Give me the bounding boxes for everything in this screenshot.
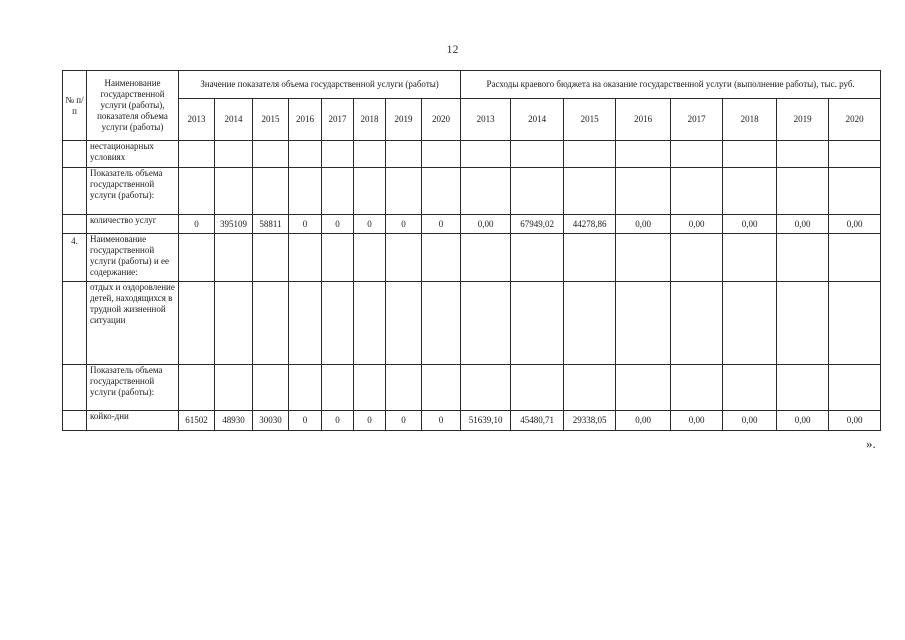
value-cell <box>179 282 215 365</box>
value-cell <box>511 141 564 168</box>
value-cell <box>322 282 354 365</box>
value-cell <box>179 168 215 215</box>
volume-year-2020: 2020 <box>422 99 461 141</box>
value-cell: 48930 <box>215 411 253 431</box>
value-cell <box>511 282 564 365</box>
value-cell <box>671 365 723 411</box>
value-cell: 0 <box>422 215 461 234</box>
row-number <box>63 141 87 168</box>
table-row <box>63 411 881 431</box>
value-cell: 58811 <box>253 215 289 234</box>
value-cell <box>354 168 386 215</box>
value-cell <box>723 234 777 282</box>
value-cell <box>215 168 253 215</box>
value-cell: 0,00 <box>616 411 671 431</box>
value-cell: 29338,05 <box>564 411 616 431</box>
table-row <box>63 141 881 168</box>
value-cell: 0,00 <box>461 215 511 234</box>
volume-year-2015: 2015 <box>253 99 289 141</box>
budget-year-2017: 2017 <box>671 99 723 141</box>
closing-quote: ». <box>866 436 876 451</box>
value-cell <box>461 168 511 215</box>
value-cell <box>215 141 253 168</box>
value-cell <box>829 168 881 215</box>
row-label: нестационарных условиях <box>87 141 179 168</box>
volume-year-2019: 2019 <box>386 99 422 141</box>
budget-year-2014: 2014 <box>511 99 564 141</box>
value-cell <box>671 141 723 168</box>
value-cell <box>386 282 422 365</box>
value-cell: 67949,02 <box>511 215 564 234</box>
header-num: № п/ п <box>63 71 87 141</box>
value-cell: 51639,10 <box>461 411 511 431</box>
page-number: 12 <box>446 42 459 56</box>
value-cell <box>777 365 829 411</box>
value-cell <box>422 282 461 365</box>
volume-year-2018: 2018 <box>354 99 386 141</box>
value-cell <box>564 282 616 365</box>
value-cell: 44278,86 <box>564 215 616 234</box>
value-cell <box>289 168 322 215</box>
value-cell: 395109 <box>215 215 253 234</box>
value-cell: 0,00 <box>671 215 723 234</box>
budget-table <box>62 70 881 431</box>
value-cell <box>253 365 289 411</box>
value-cell <box>671 282 723 365</box>
row-number: 4. <box>63 234 87 282</box>
value-cell: 0 <box>289 215 322 234</box>
value-cell <box>422 234 461 282</box>
value-cell <box>386 168 422 215</box>
header-years-row <box>63 99 881 141</box>
table-row <box>63 168 881 215</box>
value-cell <box>253 141 289 168</box>
value-cell: 0 <box>386 411 422 431</box>
header-volume-group: Значение показателя объема государственной услуги (работы) <box>179 71 461 99</box>
value-cell: 0 <box>354 411 386 431</box>
value-cell: 30030 <box>253 411 289 431</box>
row-label: количество услуг <box>87 215 179 234</box>
value-cell <box>253 282 289 365</box>
value-cell <box>461 282 511 365</box>
value-cell <box>289 282 322 365</box>
value-cell <box>723 365 777 411</box>
budget-year-2019: 2019 <box>777 99 829 141</box>
table-row <box>63 365 881 411</box>
value-cell: 0,00 <box>671 411 723 431</box>
value-cell <box>253 234 289 282</box>
value-cell <box>179 365 215 411</box>
value-cell <box>829 365 881 411</box>
value-cell <box>564 168 616 215</box>
table-row <box>63 234 881 282</box>
value-cell <box>322 168 354 215</box>
value-cell <box>723 168 777 215</box>
value-cell <box>777 168 829 215</box>
value-cell <box>322 365 354 411</box>
value-cell: 0,00 <box>777 411 829 431</box>
volume-year-2017: 2017 <box>322 99 354 141</box>
value-cell <box>564 234 616 282</box>
value-cell <box>354 234 386 282</box>
value-cell <box>422 141 461 168</box>
value-cell <box>616 141 671 168</box>
value-cell <box>777 141 829 168</box>
value-cell <box>322 234 354 282</box>
row-label: Наименование государственной услуги (работы) и ее содержание: <box>87 234 179 282</box>
row-label: койко-дни <box>87 411 179 431</box>
value-cell: 0,00 <box>777 215 829 234</box>
row-number <box>63 411 87 431</box>
value-cell: 0,00 <box>723 215 777 234</box>
value-cell <box>723 141 777 168</box>
value-cell <box>354 141 386 168</box>
value-cell <box>564 365 616 411</box>
value-cell: 61502 <box>179 411 215 431</box>
value-cell: 0 <box>322 411 354 431</box>
value-cell <box>829 282 881 365</box>
header-name: Наименование государственной услуги (работы), показателя объема услуги (работы) <box>87 71 179 141</box>
value-cell <box>616 365 671 411</box>
value-cell: 0 <box>179 215 215 234</box>
value-cell: 0,00 <box>829 411 881 431</box>
value-cell <box>829 234 881 282</box>
header-row-1 <box>63 71 881 99</box>
budget-year-2020: 2020 <box>829 99 881 141</box>
value-cell: 0,00 <box>616 215 671 234</box>
value-cell: 0,00 <box>829 215 881 234</box>
value-cell <box>289 365 322 411</box>
value-cell <box>322 141 354 168</box>
header-budget-group: Расходы краевого бюджета на оказание государственной услуги (выполнение работы), тыс. руб. <box>461 71 881 99</box>
value-cell: 0 <box>422 411 461 431</box>
volume-year-2013: 2013 <box>179 99 215 141</box>
value-cell <box>777 234 829 282</box>
value-cell: 0 <box>386 215 422 234</box>
table-row <box>63 215 881 234</box>
value-cell <box>461 365 511 411</box>
value-cell <box>829 141 881 168</box>
value-cell <box>215 365 253 411</box>
budget-year-2018: 2018 <box>723 99 777 141</box>
value-cell <box>354 365 386 411</box>
value-cell <box>289 234 322 282</box>
value-cell <box>723 282 777 365</box>
table-body <box>63 71 881 431</box>
row-label: Показатель объема государственной услуги (работы): <box>87 168 179 215</box>
budget-year-2016: 2016 <box>616 99 671 141</box>
value-cell <box>289 141 322 168</box>
value-cell <box>616 168 671 215</box>
value-cell <box>179 141 215 168</box>
value-cell <box>253 168 289 215</box>
value-cell <box>461 141 511 168</box>
value-cell <box>777 282 829 365</box>
value-cell: 0 <box>289 411 322 431</box>
value-cell <box>511 234 564 282</box>
row-number <box>63 282 87 365</box>
row-number <box>63 168 87 215</box>
row-label: Показатель объема государственной услуги (работы): <box>87 365 179 411</box>
value-cell <box>616 234 671 282</box>
value-cell <box>215 234 253 282</box>
row-number <box>63 365 87 411</box>
value-cell <box>386 141 422 168</box>
table-row <box>63 282 881 365</box>
value-cell <box>422 168 461 215</box>
value-cell <box>215 282 253 365</box>
value-cell <box>179 234 215 282</box>
volume-year-2016: 2016 <box>289 99 322 141</box>
value-cell: 0 <box>354 215 386 234</box>
row-number <box>63 215 87 234</box>
value-cell <box>671 168 723 215</box>
budget-year-2013: 2013 <box>461 99 511 141</box>
value-cell <box>386 234 422 282</box>
value-cell <box>511 365 564 411</box>
value-cell <box>386 365 422 411</box>
value-cell <box>511 168 564 215</box>
volume-year-2014: 2014 <box>215 99 253 141</box>
value-cell: 45480,71 <box>511 411 564 431</box>
value-cell <box>616 282 671 365</box>
value-cell <box>422 365 461 411</box>
value-cell: 0,00 <box>723 411 777 431</box>
value-cell <box>671 234 723 282</box>
value-cell <box>564 141 616 168</box>
row-label: отдых и оздоровление детей, находящихся в трудной жизненной ситуации <box>87 282 179 365</box>
value-cell <box>461 234 511 282</box>
value-cell <box>354 282 386 365</box>
budget-year-2015: 2015 <box>564 99 616 141</box>
value-cell: 0 <box>322 215 354 234</box>
